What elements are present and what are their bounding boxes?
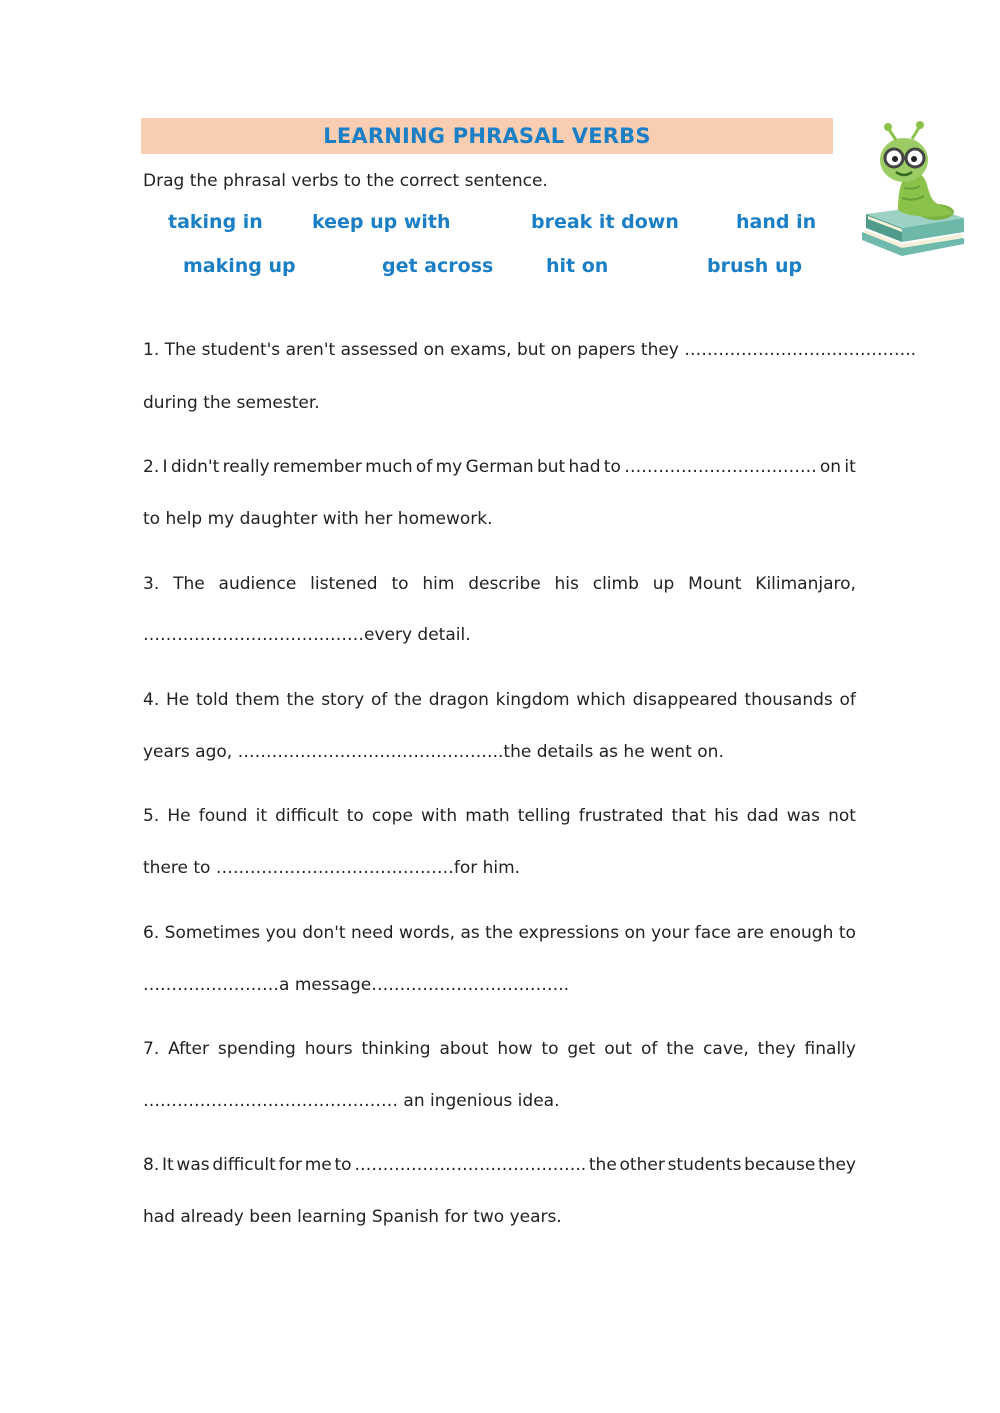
- worm-icon: [880, 121, 954, 220]
- word: 7.: [143, 1039, 160, 1059]
- word: because: [744, 1155, 816, 1175]
- word-chip-break-it-down[interactable]: break it down: [531, 211, 679, 233]
- word: It: [161, 1155, 174, 1175]
- word: get: [567, 1039, 596, 1059]
- word: Kilimanjaro,: [755, 574, 856, 594]
- word: are: [736, 923, 764, 943]
- word: I: [162, 457, 168, 477]
- word: of: [839, 690, 856, 710]
- word: not: [828, 806, 856, 826]
- word: don't: [302, 923, 346, 943]
- question-2-line-1[interactable]: [143, 457, 856, 477]
- word: them: [235, 690, 280, 710]
- word: which: [576, 690, 626, 710]
- word-chip-hand-in[interactable]: hand in: [736, 211, 817, 233]
- word: students: [667, 1155, 742, 1175]
- word: 6.: [143, 923, 160, 943]
- word: difficult: [275, 806, 339, 826]
- word: He: [165, 690, 190, 710]
- word: 3.: [143, 574, 160, 594]
- word: remember: [272, 457, 362, 477]
- word: to: [334, 1155, 352, 1175]
- word: his: [554, 574, 579, 594]
- word: didn't: [170, 457, 220, 477]
- word: of: [370, 690, 388, 710]
- question-1-line-1[interactable]: 1. The student's aren't assessed on exams, but on papers they …………………………………..: [143, 340, 917, 360]
- question-3-line-2[interactable]: …………………………………every detail.: [143, 625, 471, 645]
- answer-blank[interactable]: …………………………….: [624, 457, 817, 477]
- word: to: [603, 457, 621, 477]
- word: 8.: [143, 1155, 160, 1175]
- question-1-line-2: during the semester.: [143, 393, 320, 413]
- word: story: [321, 690, 365, 710]
- word-chip-hit-on[interactable]: hit on: [546, 255, 609, 277]
- word-chip-get-across[interactable]: get across: [382, 255, 494, 277]
- word: was: [176, 1155, 210, 1175]
- word: listened: [310, 574, 378, 594]
- word: to: [838, 923, 856, 943]
- word: it: [844, 457, 856, 477]
- word: the: [394, 690, 422, 710]
- word: He: [167, 806, 191, 826]
- instruction-text: Drag the phrasal verbs to the correct sentence.: [143, 171, 548, 191]
- word: to: [391, 574, 409, 594]
- word: your: [651, 923, 690, 943]
- word: me: [304, 1155, 332, 1175]
- word: describe: [468, 574, 541, 594]
- word: much: [365, 457, 413, 477]
- word: The: [173, 574, 205, 594]
- word: his: [714, 806, 739, 826]
- word: telling: [517, 806, 571, 826]
- word: up: [652, 574, 675, 594]
- word: Sometimes: [164, 923, 261, 943]
- word: of: [415, 457, 433, 477]
- word-chip-taking-in[interactable]: taking in: [168, 211, 263, 233]
- word: 2.: [143, 457, 160, 477]
- word: dad: [746, 806, 779, 826]
- word: climb: [592, 574, 639, 594]
- word: math: [465, 806, 510, 826]
- word: was: [786, 806, 820, 826]
- question-2-line-2: to help my daughter with her homework.: [143, 509, 493, 529]
- word: words,: [398, 923, 455, 943]
- word: dragon: [428, 690, 489, 710]
- question-3-line-1: [143, 574, 856, 594]
- word: face: [694, 923, 732, 943]
- question-4-line-1: [143, 690, 856, 710]
- word: told: [195, 690, 229, 710]
- word: it: [255, 806, 267, 826]
- word: really: [222, 457, 270, 477]
- bookworm-mascot-icon: [858, 118, 970, 258]
- word: spending: [217, 1039, 296, 1059]
- word: other: [619, 1155, 665, 1175]
- word: they: [757, 1039, 796, 1059]
- page-title: LEARNING PHRASAL VERBS: [323, 124, 651, 148]
- word: German: [465, 457, 534, 477]
- word: audience: [218, 574, 297, 594]
- word-chip-making-up[interactable]: making up: [183, 255, 296, 277]
- word: about: [439, 1039, 489, 1059]
- word: of: [640, 1039, 658, 1059]
- word: enough: [769, 923, 834, 943]
- word: Mount: [688, 574, 742, 594]
- word: for: [278, 1155, 302, 1175]
- word: with: [421, 806, 458, 826]
- word: the: [286, 690, 315, 710]
- word: they: [818, 1155, 856, 1175]
- word: him: [422, 574, 455, 594]
- word-chip-brush-up[interactable]: brush up: [707, 255, 803, 277]
- word: the: [485, 923, 514, 943]
- word: finally: [804, 1039, 856, 1059]
- word: kingdom: [495, 690, 570, 710]
- word: cope: [371, 806, 413, 826]
- word: disappeared: [632, 690, 738, 710]
- word: cave,: [703, 1039, 749, 1059]
- title-banner: [141, 118, 833, 154]
- word: on: [819, 457, 842, 477]
- word: After: [168, 1039, 209, 1059]
- answer-blank[interactable]: …………………………………..: [354, 1155, 587, 1175]
- question-5-line-1: [143, 806, 856, 826]
- word: my: [435, 457, 463, 477]
- question-6-line-2[interactable]: ……………………a message……………………………..: [143, 975, 570, 995]
- word: how: [497, 1039, 533, 1059]
- question-7-line-1: [143, 1039, 856, 1059]
- word: found: [198, 806, 248, 826]
- word: you: [265, 923, 297, 943]
- word: to: [541, 1039, 559, 1059]
- question-8-line-2: had already been learning Spanish for two years.: [143, 1207, 562, 1227]
- question-6-line-1: [143, 923, 856, 943]
- word: hours: [304, 1039, 353, 1059]
- word: to: [346, 806, 364, 826]
- question-8-line-1: [143, 1155, 856, 1175]
- word: the: [588, 1155, 617, 1175]
- word: need: [351, 923, 394, 943]
- word: thousands: [744, 690, 833, 710]
- word: that: [671, 806, 707, 826]
- word: 5.: [143, 806, 160, 826]
- word: expressions: [518, 923, 620, 943]
- word: frustrated: [578, 806, 664, 826]
- word: thinking: [361, 1039, 431, 1059]
- word: difficult: [212, 1155, 276, 1175]
- question-4-line-2[interactable]: years ago, ………………………………………..the details as he went on.: [143, 742, 724, 762]
- question-7-line-2[interactable]: ……………………………………… an ingenious idea.: [143, 1091, 560, 1111]
- word: on: [624, 923, 646, 943]
- word-chip-keep-up-with[interactable]: keep up with: [312, 211, 451, 233]
- question-5-line-2[interactable]: there to ……………………………………for him.: [143, 858, 521, 878]
- word: 4.: [143, 690, 160, 710]
- word: but: [536, 457, 566, 477]
- word: had: [568, 457, 601, 477]
- word: out: [604, 1039, 633, 1059]
- word: as: [460, 923, 480, 943]
- word: the: [666, 1039, 695, 1059]
